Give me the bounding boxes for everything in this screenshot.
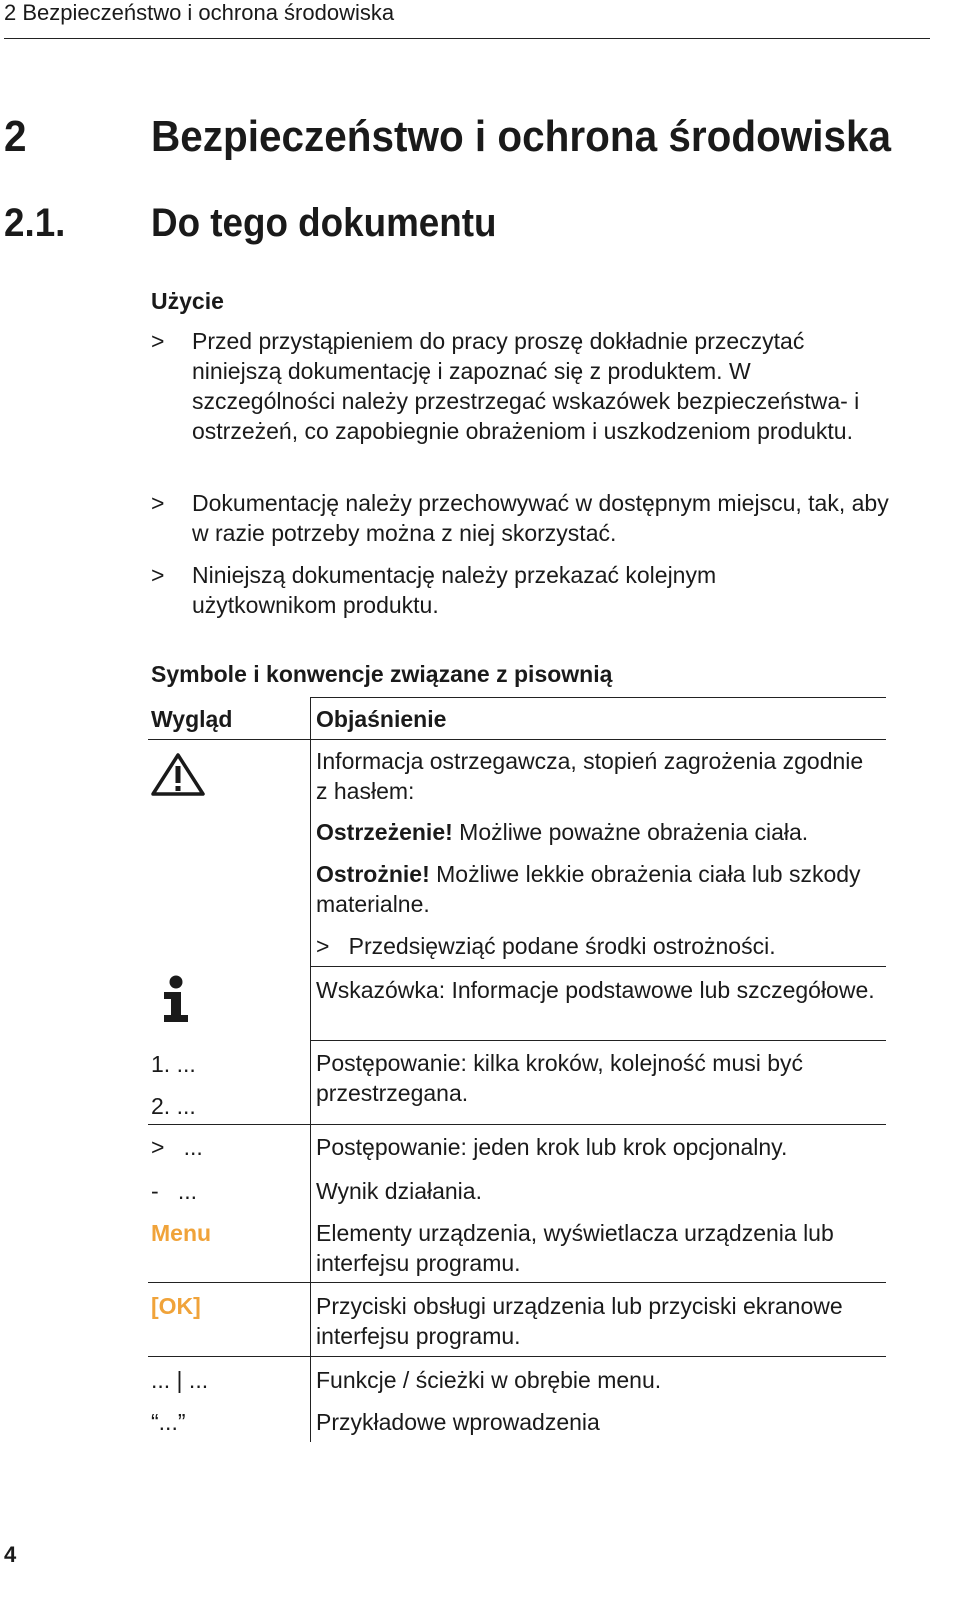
info-description: Wskazówka: Informacje podstawowe lub szczegółowe. [316, 977, 875, 1003]
symbol-single-step: > ... [151, 1134, 203, 1160]
caution-label: Ostrożnie! [316, 861, 430, 887]
bullet-marker: > [151, 562, 165, 588]
chapter-number: 2 [4, 112, 27, 161]
warning-level-row [316, 817, 876, 847]
warning-action-row [316, 931, 876, 961]
section-title: Do tego dokumentu [151, 201, 497, 245]
chapter-title: Bezpieczeństwo i ochrona środowiska [151, 112, 892, 161]
caution-level-text: Możliwe lekkie obrażenia ciała lub szkody materialne. [316, 861, 861, 917]
table-row-rule [148, 1124, 886, 1125]
symbol-path: ... | ... [151, 1367, 209, 1393]
warning-level-text: Możliwe poważne obrażenia ciała. [459, 819, 809, 845]
warning-triangle-icon [150, 752, 206, 798]
symbol-step-2: 2. ... [151, 1093, 196, 1119]
menu-description: Elementy urządzenia, wyświetlacza urządzenia lub interfejsu programu. [316, 1220, 834, 1276]
info-icon [158, 974, 194, 1024]
section-number: 2.1. [4, 201, 66, 245]
usage-bullet-2: Dokumentację należy przechowywać w dostępnym miejscu, tak, aby w razie potrzeby można z niej skorzystać. [192, 490, 889, 546]
bullet-marker: > [151, 490, 165, 516]
running-header: 2 Bezpieczeństwo i ochrona środowiska [4, 0, 395, 25]
symbol-step-1: 1. ... [151, 1051, 196, 1077]
symbol-ok: [OK] [151, 1293, 201, 1319]
table-row-rule [310, 966, 886, 967]
warning-description: Informacja ostrzegawcza, stopień zagrożenia zgodnie z hasłem: [316, 748, 864, 804]
ok-description: Przyciski obsługi urządzenia lub przyciski ekranowe interfejsu programu. [316, 1293, 843, 1349]
steps-description: Postępowanie: kilka kroków, kolejność musi być przestrzegana. [316, 1050, 804, 1106]
header-divider [4, 38, 930, 39]
column-header-explanation: Objaśnienie [316, 706, 447, 732]
table-top-rule [310, 697, 886, 698]
path-description: Funkcje / ścieżki w obrębie menu. [316, 1367, 662, 1393]
bullet-marker: > [151, 328, 165, 354]
input-description: Przykładowe wprowadzenia [316, 1409, 600, 1435]
table-row-rule [148, 1282, 886, 1283]
action-marker: > [316, 933, 330, 959]
table-column-divider [310, 697, 311, 1442]
table-row-rule [148, 1356, 886, 1357]
table-header-rule [148, 739, 886, 740]
caution-level-row [316, 859, 876, 919]
table-row-rule [310, 1040, 886, 1041]
warning-label: Ostrzeżenie! [316, 819, 453, 845]
usage-heading: Użycie [151, 288, 224, 314]
symbol-menu: Menu [151, 1220, 212, 1246]
single-step-description: Postępowanie: jeden krok lub krok opcjonalny. [316, 1134, 788, 1160]
usage-bullet-3: Niniejszą dokumentację należy przekazać kolejnym użytkownikom produktu. [192, 562, 717, 618]
column-header-appearance: Wygląd [151, 706, 233, 732]
symbol-input: “...” [151, 1409, 186, 1435]
action-text: Przedsięwziąć podane środki ostrożności. [348, 933, 776, 959]
usage-bullet-1: Przed przystąpieniem do pracy proszę dokładnie przeczytać niniejszą dokumentację i zapoznać się z produktem. W szczególności należy przestrzegać wskazówek bezpieczeństwa- i ostrzeżeń, co zapobiegnie obrażeniom i uszkodzeniom produktu. [192, 328, 860, 444]
result-description: Wynik działania. [316, 1178, 482, 1204]
page-number: 4 [4, 1542, 17, 1567]
symbols-heading: Symbole i konwencje związane z pisownią [151, 661, 613, 687]
symbol-result: - ... [151, 1178, 197, 1204]
